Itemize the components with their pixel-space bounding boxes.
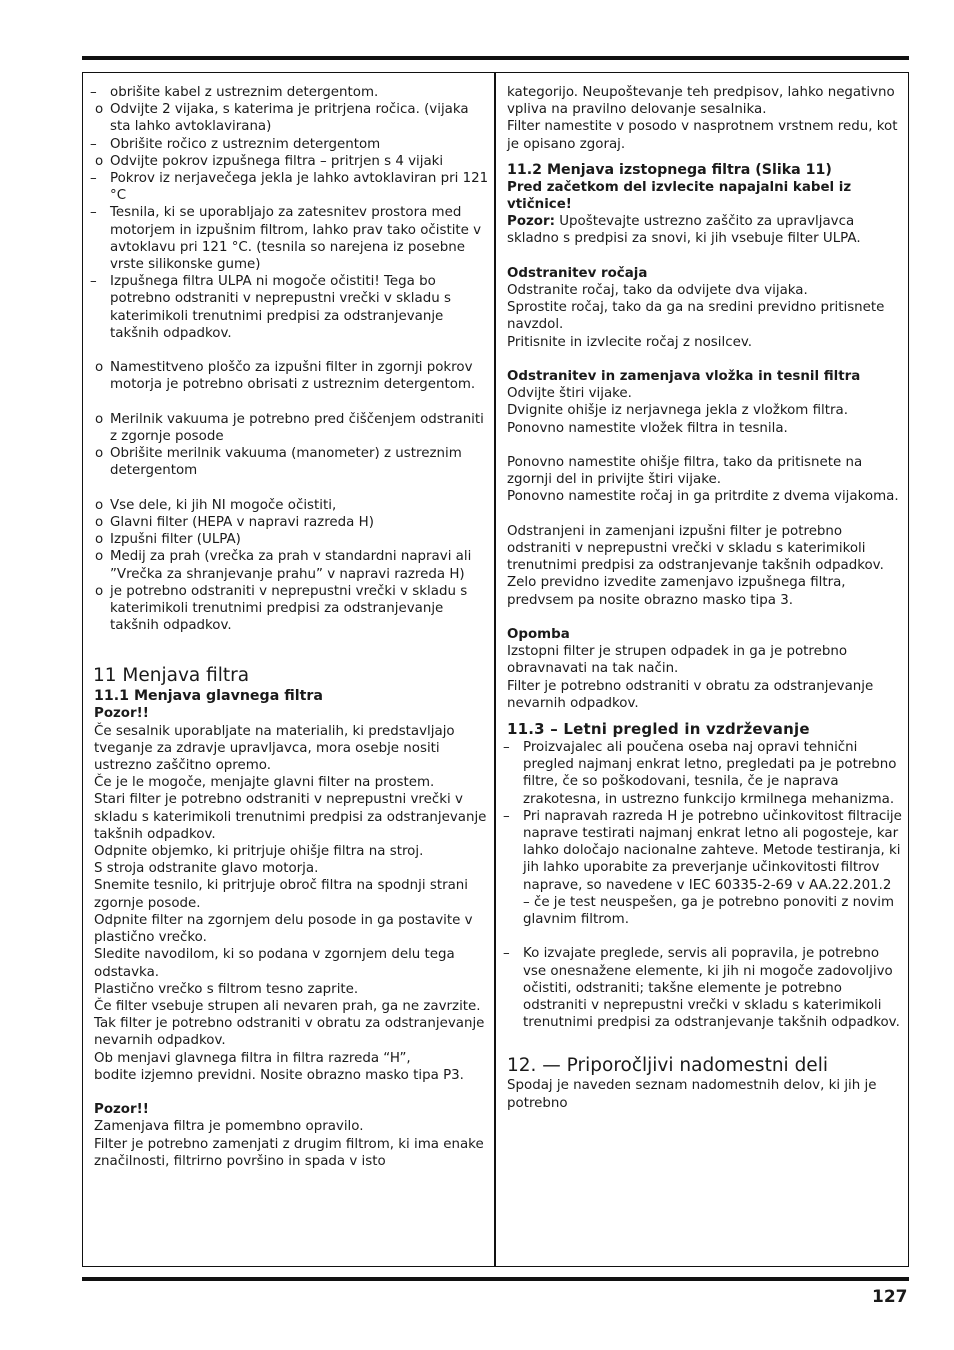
list-item: o Odvijte pokrov izpušnega filtra – pritrjen s 4 vijaki: [95, 153, 444, 169]
list-item: o Namestitveno ploščo za izpušni filter in zgornji pokrov motorja je potrebno obrisati z ustreznim detergentom.: [95, 360, 476, 393]
list-item: o Medij za prah (vrečka za prah v standardni napravi ali ”Vrečka za shranjevanje prahu” v napravi razreda H): [95, 549, 472, 582]
right-column: [503, 84, 902, 1112]
left-column: [90, 84, 490, 1170]
list-item: – Tesnila, ki se uporabljajo za zatesnitev prostora med motorjem in izpušnim filtrom, lahko prav tako očistite v avtoklavu pri 121 °C. (tesnila so narejena iz posebne vrste silikonske gume): [90, 205, 482, 273]
subsection-heading-11-2: 11.2 Menjava izstopnega filtra (Slika 11): [507, 161, 832, 178]
bottom-rule: [82, 1277, 909, 1281]
top-rule: [82, 56, 909, 60]
list-item: o je potrebno odstraniti v neprepustni vrečki v skladu s katerimikoli trenutnimi predpisi za odstranjevanje takšnih odpadkov.: [95, 583, 468, 634]
list-item: – Pokrov iz nerjavečega jekla je lahko avtoklaviran pri 121 °C: [90, 171, 489, 204]
continued-paragraph: kategorijo. Neupoštevanje teh predpisov, lahko negativno vpliva na pravilno delovanje sesalnika. Filter namestite v posodo v nasprotnem vrstnem redu, kot je opisano zgoraj.: [507, 85, 898, 152]
section-heading-11: 11 Menjava filtra: [93, 665, 250, 687]
list-item: o Vse dele, ki jih NI mogoče očistiti,: [95, 497, 337, 513]
column-divider: [494, 72, 496, 1267]
subsection-heading-11-3: 11.3 – Letni pregled in vzdrževanje: [507, 720, 810, 739]
disposal-paragraph: Odstranjeni in zamenjani izpušni filter je potrebno odstraniti v neprepustni vrečki v skladu s katerimikoli trenutnimi predpisi za odstranjevanje takšnih odpadkov. Zelo previdno izvedite zamenjavo izpušnega filtra, predvsem pa nosite obrazno masko tipa 3.: [507, 523, 884, 608]
spare-parts-paragraph: Spodaj je naveden seznam nadomestnih delov, ki jih je potrebno: [507, 1078, 877, 1111]
subsection-heading-11-1: 11.1 Menjava glavnega filtra: [94, 688, 323, 705]
warning-label: Pozor!!: [94, 1102, 149, 1118]
caution-paragraph: Pozor: Upoštevajte ustrezno zaščito za upravljavca skladno s predpisi za snovi, ki jih vsebuje filter ULPA.: [507, 214, 861, 247]
note-heading: Opomba: [507, 627, 570, 643]
list-item: – Pri napravah razreda H je potrebno učinkovitost filtracije naprave testirati najmanj enkrat letno ali pogosteje, kar lahko določajo nacionalne zahteve. Metode testiranja, ki jih lahko uporabite za preverjanje učinkovitosti filtrov naprave, so navedene v IEC 60335-2-69 v AA.22.201.2 – če je test neuspešen, ga je potrebno ponoviti z novim glavnim filtrom.: [503, 808, 902, 928]
cleaning-list: [90, 84, 490, 342]
page-number: 127: [872, 1287, 908, 1307]
list-item: – Proizvajalec ali poučena oseba naj opravi tehnični pregled najmanj enkrat letno, pregledati pa je potrebno filtre, če so poškodovani, tesnila, če je naprava zrakotesna, in ustrezno funkcijo krmilnega mehanizma.: [503, 740, 897, 807]
handle-removal-paragraph: Odstranite ročaj, tako da odvijete dva vijaka. Sprostite ročaj, tako da ga na sredini previdno pritisnete navzdol. Pritisnite in izvlecite ročaj z nosilcev.: [507, 283, 885, 350]
list-item: – Ko izvajate preglede, servis ali popravila, je potrebno vse onesnažene elemente, ki jih ni mogoče zadovoljivo očistiti, odstraniti; takšne elemente je potrebno odstraniti v neprepustni vrečki v skladu s katerimikoli trenutnimi predpisi za odstranjevanje takšnih odpadkov.: [503, 946, 900, 1031]
filter-replacement-paragraph: Zamenjava filtra je pomembno opravilo. Filter je potrebno zamenjati z drugim filtrom, ki ima enake značilnosti, filtrirno površino in spada v isto: [94, 1119, 484, 1169]
list-item: – obrišite kabel z ustreznim detergentom.: [90, 85, 379, 100]
list-item: o Odvijte 2 vijaka, s katerima je pritrjena ročica. (vijaka sta lahko avtoklavirana): [95, 102, 469, 135]
note-paragraph: Izstopni filter je strupen odpadek in ga je potrebno obravnavati na tak način. Filter je potrebno odstraniti v obratu za odstranjevanje nevarnih odpadkov.: [507, 644, 874, 711]
section-heading-12: 12. — Priporočljivi nadomestni deli: [507, 1055, 828, 1077]
handle-removal-heading: Odstranitev ročaja: [507, 265, 648, 281]
cartridge-replacement-heading: Odstranitev in zamenjava vložka in tesnil filtra: [507, 369, 861, 385]
unplug-warning: Pred začetkom del izvlecite napajalni kabel iz vtičnice!: [507, 179, 852, 213]
list-item: – Izpušnega filtra ULPA ni mogoče očistiti! Tega bo potrebno odstraniti v neprepustni vrečki v skladu s katerimikoli trenutnimi predpisi za odstranjevanje takšnih odpadkov.: [90, 274, 451, 341]
main-filter-paragraph: Če sesalnik uporabljate na materialih, ki predstavljajo tveganje za zdravje upravljavca, mora osebje nositi ustrezno zaščitno opremo. Če je le mogoče, menjajte glavni filter na prostem. Stari filter je potrebno odstraniti v neprepustni vrečki v skladu s katerimikoli trenutnimi predpisi za odstranjevanje takšnih odpadkov. Odpnite objemko, ki pritrjuje ohišje filtra na stroj. S stroja odstranite glavo motorja. Snemite tesnilo, ki pritrjuje obroč filtra na spodnji strani zgornje posode. Odpnite filter na zgornjem delu posode in ga postavite v plastično vrečko. Sledite navodilom, ki so podana v zgornjem delu tega odstavka. Plastično vrečko s filtrom tesno zaprite. Če filter vsebuje strupen ali nevaren prah, ga ne zavrzite. Tak filter je potrebno odstraniti v obratu za odstranjevanje nevarnih odpadkov. Ob menjavi glavnega filtra in filtra razreda “H”, bodite izjemno previdni. Nosite obrazno masko tipa P3.: [94, 723, 487, 1083]
list-item: o Izpušni filter (ULPA): [95, 532, 241, 548]
list-item: o Merilnik vakuuma je potrebno pred čiščenjem odstraniti z zgornje posode: [95, 411, 484, 445]
list-item: – Obrišite ročico z ustreznim detergentom: [90, 136, 381, 152]
list-item: o Obrišite merilnik vakuuma (manometer) z ustreznim detergentom: [95, 446, 462, 479]
cartridge-replacement-paragraph: Odvijte štiri vijake. Dvignite ohišje iz nerjavnega jekla z vložkom filtra. Ponovno namestite vložek filtra in tesnila.: [507, 386, 848, 436]
reassembly-paragraph: Ponovno namestite ohišje filtra, tako da pritisnete na zgornji del in privijte štiri vijake. Ponovno namestite ročaj in ga pritrdite z dvema vijakoma.: [507, 455, 899, 505]
warning-label: Pozor!!: [94, 706, 149, 722]
list-item: o Glavni filter (HEPA v napravi razreda H): [95, 515, 374, 531]
